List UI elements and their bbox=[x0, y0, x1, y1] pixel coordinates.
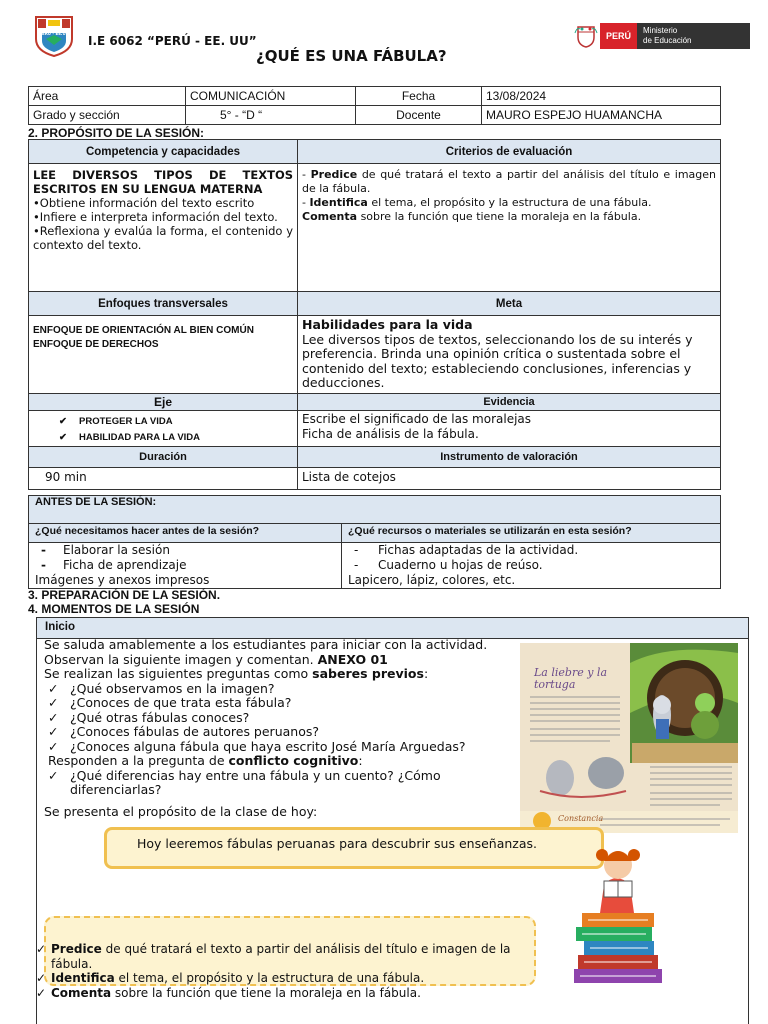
enfoque-item: ENFOQUE DE ORIENTACIÓN AL BIEN COMÚN bbox=[33, 325, 254, 336]
section-3-heading: 3. PREPARACIÓN DE LA SESIÓN. bbox=[28, 588, 221, 602]
antes-left-cell bbox=[29, 543, 342, 589]
fecha-value: 13/08/2024 bbox=[482, 87, 721, 106]
eje-item: ✔ PROTEGER LA VIDA bbox=[59, 414, 293, 430]
question-item: ✓ ¿Qué diferencias hay entre una fábula y un cuento? ¿Cómo diferenciarlas? bbox=[48, 767, 441, 797]
docente-label: Docente bbox=[356, 106, 482, 125]
fable-title: La liebre y la tortuga bbox=[534, 666, 607, 691]
capacidad-item: •Reflexiona y evalúa la forma, el contenido y contexto del texto. bbox=[33, 224, 293, 252]
evidencia-item: Escribe el significado de las moralejas bbox=[302, 411, 532, 426]
inicio-paragraph: Se presenta el propósito de la clase de hoy: bbox=[44, 803, 318, 819]
coat-of-arms-icon bbox=[574, 23, 598, 49]
question-item: ✓ ¿Conoces fábulas de autores peruanos? bbox=[48, 724, 319, 739]
list-item: - Fichas adaptadas de la actividad. bbox=[354, 543, 579, 557]
question-item: ✓ ¿Conoces alguna fábula que haya escrito José María Arguedas? bbox=[48, 738, 466, 754]
criteria-item: ✓ Identifica el tema, el propósito y la estructura de una fábula. bbox=[36, 971, 425, 985]
antes-title: ANTES DE LA SESIÓN: bbox=[29, 496, 721, 524]
capacidad-item: •Obtiene información del texto escrito bbox=[33, 196, 255, 210]
criteria-item: ✓ Comenta sobre la función que tiene la moraleja en la fábula. bbox=[36, 985, 421, 1000]
school-logo bbox=[34, 15, 74, 57]
capacidad-item: •Infiere e interpreta información del texto. bbox=[33, 210, 278, 224]
evidencia-item: Ficha de análisis de la fábula. bbox=[302, 426, 479, 441]
section-4-heading: 4. MOMENTOS DE LA SESIÓN bbox=[28, 602, 200, 616]
antes-right-cell bbox=[342, 543, 721, 589]
list-item: Lapicero, lápiz, colores, etc. bbox=[348, 573, 516, 587]
ministry-line1: Ministerio bbox=[643, 26, 678, 35]
info-table bbox=[28, 86, 721, 125]
criterio-item: - Identifica el tema, el propósito y la estructura de una fábula. bbox=[302, 196, 652, 209]
meta-cell bbox=[298, 316, 721, 394]
checkmark-icon: ✓ bbox=[48, 709, 59, 725]
question-item: ✓ ¿Conoces de que trata esta fábula? bbox=[48, 695, 292, 710]
checkmark-icon: ✓ bbox=[36, 985, 47, 1000]
evidencia-header: Evidencia bbox=[298, 393, 721, 410]
meta-header: Meta bbox=[298, 292, 721, 316]
ministry-line2: de Educación bbox=[643, 36, 692, 45]
checkmark-icon: ✔ bbox=[59, 431, 67, 443]
competencia-title: LEE DIVERSOS TIPOS DE TEXTOS ESCRITOS EN SU LENGUA MATERNA bbox=[33, 168, 293, 196]
section-2-heading: 2. PROPÓSITO DE LA SESIÓN: bbox=[28, 126, 205, 140]
school-name: I.E 6062 “PERÚ - EE. UU” bbox=[88, 34, 257, 48]
enfoque-item: ENFOQUE DE DERECHOS bbox=[33, 339, 159, 350]
ministry-country: PERÚ bbox=[600, 23, 637, 49]
list-item: - Cuaderno u hojas de reúso. bbox=[354, 558, 543, 572]
eje-header: Eje bbox=[29, 393, 298, 410]
enfoques-header: Enfoques transversales bbox=[29, 292, 298, 316]
checkmark-icon: ✔ bbox=[59, 415, 67, 427]
criteria-item: ✓ Predice de qué tratará el texto a partir del análisis del título e imagen de la fábula. bbox=[36, 942, 511, 971]
eje-cell bbox=[29, 410, 298, 446]
criterio-item: - Predice de qué tratará el texto a partir del análisis del título e imagen de la fábula. bbox=[302, 168, 716, 195]
fable-footer: Constancia bbox=[558, 814, 604, 823]
purpose-table bbox=[28, 139, 721, 490]
page-title: ¿QUÉ ES UNA FÁBULA? bbox=[256, 47, 447, 65]
inicio-paragraph: Se saluda amablemente a los estudiantes para iniciar con la actividad. bbox=[44, 637, 488, 652]
ministry-name bbox=[637, 23, 750, 49]
competencia-header: Competencia y capacidades bbox=[29, 140, 298, 164]
checkmark-icon: ✓ bbox=[48, 724, 59, 739]
list-item: - Ficha de aprendizaje bbox=[41, 558, 187, 572]
criterios-header: Criterios de evaluación bbox=[298, 140, 721, 164]
checkmark-icon: ✓ bbox=[48, 767, 59, 783]
enfoques-cell bbox=[29, 316, 298, 394]
inicio-header: Inicio bbox=[37, 618, 748, 639]
list-item: - Elaborar la sesión bbox=[41, 543, 170, 557]
meta-text: Lee diversos tipos de textos, seleccionando los de su interés y preferencia. Brinda una opinión crítica o sustentada sobre el contenido del texto; estableciendo conclusiones, inferencias y deducciones. bbox=[302, 331, 693, 390]
checkmark-icon: ✓ bbox=[48, 695, 59, 710]
checkmark-icon: ✓ bbox=[36, 942, 47, 956]
fecha-label: Fecha bbox=[356, 87, 482, 106]
antes-q1: ¿Qué necesitamos hacer antes de la sesión? bbox=[29, 524, 342, 543]
area-value: COMUNICACIÓN bbox=[186, 87, 356, 106]
fable-image bbox=[520, 643, 738, 833]
criterios-cell bbox=[298, 164, 721, 292]
inicio-paragraph: Responden a la pregunta de conflicto cognitivo: bbox=[48, 753, 363, 768]
question-item: ✓ ¿Qué otras fábulas conoces? bbox=[48, 709, 250, 725]
eje-item: ✔ HABILIDAD PARA LA VIDA bbox=[59, 430, 293, 446]
purpose-callout bbox=[104, 827, 604, 869]
checkmark-icon: ✓ bbox=[48, 680, 59, 696]
inicio-paragraph: Se realizan las siguientes preguntas como saberes previos: bbox=[44, 666, 429, 681]
competencia-cell bbox=[29, 164, 298, 292]
checkmark-icon: ✓ bbox=[36, 971, 47, 985]
grado-value: 5° - “D “ bbox=[186, 106, 356, 125]
purpose-text: Hoy leeremos fábulas peruanas para descubrir sus enseñanzas. bbox=[137, 836, 537, 851]
inicio-content bbox=[44, 638, 504, 819]
instrumento-value: Lista de cotejos bbox=[298, 467, 721, 489]
list-item: Imágenes y anexos impresos bbox=[35, 573, 210, 587]
checkmark-icon: ✓ bbox=[48, 738, 59, 754]
criteria-list bbox=[36, 942, 536, 1000]
girl-books-illustration bbox=[564, 835, 672, 985]
logo-caption: PERÚ - EE.UU bbox=[39, 31, 69, 36]
antes-table bbox=[28, 495, 721, 589]
area-label: Área bbox=[29, 87, 186, 106]
ministry-logo bbox=[574, 22, 750, 50]
antes-q2: ¿Qué recursos o materiales se utilizarán en esta sesión? bbox=[342, 524, 721, 543]
criterio-item: Comenta sobre la función que tiene la moraleja en la fábula. bbox=[302, 210, 642, 223]
meta-title: Habilidades para la vida bbox=[302, 317, 473, 332]
grado-label: Grado y sección bbox=[29, 106, 186, 125]
duracion-value: 90 min bbox=[29, 467, 298, 489]
inicio-paragraph: Observan la siguiente imagen y comentan. ANEXO 01 bbox=[44, 651, 388, 667]
question-item: ✓ ¿Qué observamos en la imagen? bbox=[48, 680, 275, 696]
evidencia-cell bbox=[298, 410, 721, 446]
instrumento-header: Instrumento de valoración bbox=[298, 446, 721, 467]
duracion-header: Duración bbox=[29, 446, 298, 467]
docente-value: MAURO ESPEJO HUAMANCHA bbox=[482, 106, 721, 125]
